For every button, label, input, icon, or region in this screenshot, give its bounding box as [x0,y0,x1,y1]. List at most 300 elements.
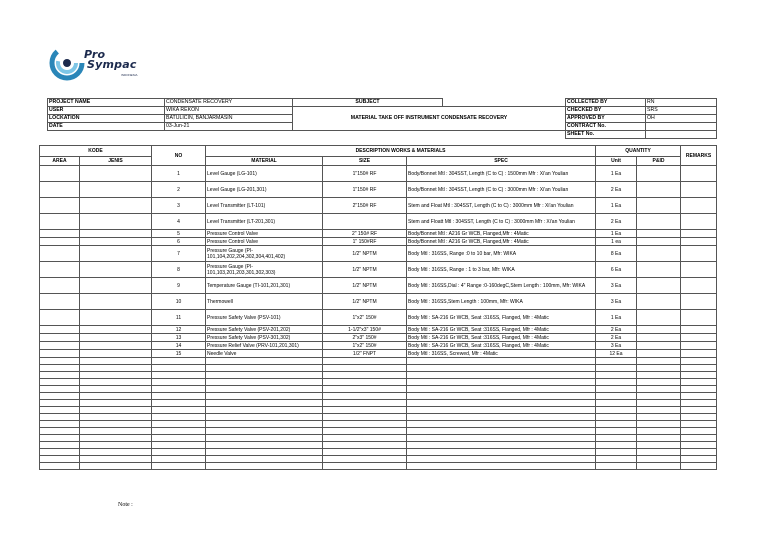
cell-material: Thermowell [206,294,323,310]
empty-cell [206,372,323,379]
empty-cell [596,400,637,407]
cell-pid [637,342,681,350]
empty-cell [637,386,681,393]
empty-cell [206,386,323,393]
empty-cell [681,400,717,407]
cell-remarks [681,182,717,198]
cell-unit: 3 Ea [596,342,637,350]
empty-cell [596,358,637,365]
empty-cell [206,379,323,386]
value-collected: RN [646,99,717,107]
cell-unit: 12 Ea [596,350,637,358]
label-user: USER [48,107,165,115]
empty-cell [323,372,407,379]
empty-cell [407,435,596,442]
cell-area [40,278,80,294]
cell-pid [637,246,681,262]
cell-jenis [80,246,152,262]
empty-cell [206,400,323,407]
col-jenis: JENIS [80,157,152,166]
cell-size: 1"x2" 150# [323,342,407,350]
empty-cell [596,456,637,463]
cell-unit: 1 Ea [596,166,637,182]
label-collected: COLLECTED BY [566,99,646,107]
label-project: PROJECT NAME [48,99,165,107]
cell-remarks [681,230,717,238]
cell-size: 1"150# RF [323,182,407,198]
cell-unit: 6 Ea [596,262,637,278]
cell-jenis [80,238,152,246]
empty-cell [80,393,152,400]
empty-row [40,379,717,386]
cell-spec: Body Mtl : 316SS, Screwed, Mfr : 4Matic [407,350,596,358]
empty-cell [80,372,152,379]
cell-unit: 2 Ea [596,214,637,230]
empty-row [40,358,717,365]
cell-jenis [80,294,152,310]
empty-cell [80,421,152,428]
cell-no: 1 [152,166,206,182]
label-date: DATE [48,123,165,131]
cell-remarks [681,198,717,214]
empty-cell [637,393,681,400]
logo-swirl-icon [48,44,88,84]
empty-cell [681,379,717,386]
cell-unit: 3 Ea [596,294,637,310]
empty-cell [681,414,717,421]
cell-no: 6 [152,238,206,246]
empty-cell [40,421,80,428]
table-row [40,342,717,350]
cell-size: 1"x2" 150# [323,310,407,326]
empty-cell [80,456,152,463]
table-row [40,198,717,214]
empty-cell [596,442,637,449]
table-row [40,230,717,238]
cell-pid [637,214,681,230]
cell-remarks [681,262,717,278]
empty-row [40,372,717,379]
value-date: 03-Jun-21 [165,123,293,131]
label-sheet: SHEET No. [566,131,646,139]
cell-size: 1/2" NPTM [323,246,407,262]
empty-cell [637,358,681,365]
cell-remarks [681,342,717,350]
cell-size: 1" 150#RF [323,238,407,246]
value-contract [646,123,717,131]
empty-cell [40,456,80,463]
empty-cell [152,456,206,463]
cell-spec: Body Mtl : 316SS,Dial : 4" Range :0-160degC,Stem Length : 100mm, Mfr: WIKA [407,278,596,294]
col-size: SIZE [323,157,407,166]
cell-jenis [80,278,152,294]
cell-unit: 1 Ea [596,230,637,238]
empty-cell [407,414,596,421]
empty-cell [596,386,637,393]
value-checked: SRS [646,107,717,115]
empty-cell [206,456,323,463]
empty-cell [40,386,80,393]
empty-cell [323,365,407,372]
value-user: WIKA REKON [165,107,293,115]
empty-cell [637,421,681,428]
empty-cell [323,456,407,463]
empty-cell [40,400,80,407]
empty-cell [596,449,637,456]
empty-cell [323,407,407,414]
cell-no: 4 [152,214,206,230]
empty-cell [637,449,681,456]
value-project: CONDENSATE RECOVERY [165,99,293,107]
empty-cell [596,379,637,386]
empty-cell [40,365,80,372]
cell-size [323,214,407,230]
cell-area [40,238,80,246]
cell-size: 2" 150# RF [323,230,407,238]
empty-cell [206,407,323,414]
cell-spec: Body Mtl : SA-216 Gr WCB, Seat :316SS, Flanged, Mfr : 4Matic [407,310,596,326]
cell-pid [637,262,681,278]
empty-cell [323,386,407,393]
cell-material: Temperature Gauge (TI-101,201,301) [206,278,323,294]
cell-size: 1/2" FNPT [323,350,407,358]
table-row [40,214,717,230]
col-quantity: QUANTITY [596,146,681,157]
empty-row [40,421,717,428]
empty-cell [152,407,206,414]
label-checked: CHECKED BY [566,107,646,115]
empty-cell [152,379,206,386]
cell-pid [637,326,681,334]
empty-cell [596,393,637,400]
empty-cell [681,449,717,456]
empty-cell [681,372,717,379]
table-row [40,310,717,326]
empty-cell [206,442,323,449]
empty-cell [637,442,681,449]
empty-cell [152,365,206,372]
empty-cell [323,442,407,449]
empty-row [40,456,717,463]
empty-cell [681,407,717,414]
empty-cell [596,407,637,414]
value-sheet [646,131,717,139]
cell-no: 15 [152,350,206,358]
cell-unit: 2 Ea [596,326,637,334]
empty-cell [40,393,80,400]
col-kode: KODE [40,146,152,157]
cell-area [40,350,80,358]
cell-jenis [80,326,152,334]
empty-cell [80,428,152,435]
empty-cell [152,449,206,456]
empty-cell [681,442,717,449]
cell-no: 11 [152,310,206,326]
cell-spec: Body/Bonnet Mtl : A216 Gr WCB, Flanged,Mfr : 4Matic [407,238,596,246]
empty-cell [681,386,717,393]
empty-cell [681,456,717,463]
cell-pid [637,334,681,342]
logo-wordmark: Pro Sympac [84,48,137,71]
empty-cell [80,365,152,372]
empty-cell [206,421,323,428]
empty-cell [206,365,323,372]
cell-unit: 8 Ea [596,246,637,262]
empty-cell [407,365,596,372]
empty-cell [152,393,206,400]
empty-cell [152,414,206,421]
empty-cell [681,428,717,435]
cell-spec: Body Mtl : SA-216 Gr WCB, Seat :316SS, Flanged, Mfr : 4Matic [407,342,596,350]
table-row [40,278,717,294]
col-unit: Unit [596,157,637,166]
empty-cell [80,400,152,407]
material-table [39,145,717,470]
table-row [40,246,717,262]
cell-pid [637,310,681,326]
empty-cell [596,414,637,421]
cell-area [40,198,80,214]
cell-size: 1"150# RF [323,166,407,182]
empty-cell [152,386,206,393]
empty-cell [596,435,637,442]
cell-pid [637,230,681,238]
cell-unit: 1 Ea [596,198,637,214]
company-logo [48,44,158,86]
empty-cell [80,435,152,442]
empty-cell [407,421,596,428]
cell-jenis [80,166,152,182]
cell-size: 1/2" NPTM [323,262,407,278]
cell-jenis [80,310,152,326]
col-material: MATERIAL [206,157,323,166]
cell-no: 10 [152,294,206,310]
cell-area [40,334,80,342]
empty-row [40,414,717,421]
empty-row [40,463,717,470]
cell-spec: Body/Bonnet Mtl : 304SST, Length (C to C) : 3000mm Mfr : Xi'an Youlian [407,182,596,198]
cell-spec: Body Mtl : SA-216 Gr WCB, Seat :316SS, Flanged, Mfr : 4Matic [407,326,596,334]
empty-cell [637,407,681,414]
empty-cell [407,428,596,435]
empty-cell [323,463,407,470]
label-approved: APPROVED BY [566,115,646,123]
cell-unit: 2 Ea [596,182,637,198]
table-row [40,182,717,198]
cell-pid [637,278,681,294]
cell-pid [637,182,681,198]
cell-material: Level Transmitter (LT-101) [206,198,323,214]
cell-jenis [80,214,152,230]
empty-cell [637,372,681,379]
empty-cell [323,428,407,435]
empty-cell [681,393,717,400]
empty-cell [40,428,80,435]
cell-pid [637,294,681,310]
empty-cell [152,435,206,442]
cell-remarks [681,294,717,310]
cell-spec: Body/Bonnet Mtl : 304SST, Length (C to C) : 1500mm Mfr : Xi'an Youlian [407,166,596,182]
cell-material: Pressure Relief Valve (PRV-101,201,301) [206,342,323,350]
empty-cell [323,379,407,386]
cell-area [40,326,80,334]
empty-cell [80,449,152,456]
empty-cell [152,372,206,379]
empty-cell [596,421,637,428]
cell-area [40,294,80,310]
empty-cell [323,414,407,421]
empty-cell [323,400,407,407]
empty-cell [152,358,206,365]
cell-spec: Body/Bonnet Mtl : A216 Gr WCB, Flanged,Mfr : 4Matic [407,230,596,238]
cell-area [40,214,80,230]
table-row [40,238,717,246]
empty-cell [596,428,637,435]
value-approved: OH [646,115,717,123]
empty-cell [407,386,596,393]
empty-cell [80,442,152,449]
cell-remarks [681,350,717,358]
empty-cell [637,435,681,442]
cell-area [40,230,80,238]
empty-cell [637,414,681,421]
empty-cell [80,379,152,386]
cell-jenis [80,342,152,350]
empty-cell [637,379,681,386]
cell-spec: Body Mtl : SA-216 Gr WCB, Seat :316SS, Flanged, Mfr : 4Matic [407,334,596,342]
empty-cell [323,421,407,428]
cell-remarks [681,166,717,182]
empty-cell [407,358,596,365]
cell-material: Pressure Safety Valve (PSV-201,202) [206,326,323,334]
cell-remarks [681,246,717,262]
cell-material: Pressure Gauge (PI-101,103,201,203,301,302,303) [206,262,323,278]
empty-cell [152,442,206,449]
col-description: DESCRIPTION WORKS & MATERIALS [206,146,596,157]
empty-cell [80,414,152,421]
empty-cell [206,463,323,470]
empty-cell [407,442,596,449]
empty-cell [206,435,323,442]
empty-cell [40,449,80,456]
cell-spec: Stem and Float Mtl : 304SST, Length (C to C) : 3000mm Mfr : Xi'an Youlian [407,198,596,214]
cell-spec: Stem and Floatt Mtl : 304SST, Length (C to C) : 3000mm Mfr : Xi'an Youlian [407,214,596,230]
empty-cell [323,358,407,365]
table-row [40,262,717,278]
empty-cell [407,456,596,463]
empty-cell [206,414,323,421]
cell-no: 14 [152,342,206,350]
empty-cell [407,372,596,379]
label-contract: CONTRACT No. [566,123,646,131]
cell-material: Level Gauge (LG-201,301) [206,182,323,198]
cell-jenis [80,334,152,342]
empty-cell [407,393,596,400]
empty-cell [407,379,596,386]
document-header [47,98,717,139]
cell-jenis [80,350,152,358]
empty-cell [407,449,596,456]
cell-no: 5 [152,230,206,238]
cell-pid [637,166,681,182]
empty-row [40,400,717,407]
empty-cell [40,407,80,414]
cell-no: 2 [152,182,206,198]
cell-size: 1/2" NPTM [323,278,407,294]
empty-cell [40,442,80,449]
cell-remarks [681,310,717,326]
empty-cell [596,365,637,372]
empty-cell [40,358,80,365]
cell-unit: 2 Ea [596,334,637,342]
empty-row [40,393,717,400]
empty-cell [80,407,152,414]
empty-cell [40,379,80,386]
subject-label: SUBJECT [293,99,443,107]
cell-spec: Body Mtl : 316SS,Stem Length : 100mm, Mfr: WIKA [407,294,596,310]
empty-cell [407,400,596,407]
cell-size: 1-1/2"x3" 150# [323,326,407,334]
empty-cell [152,428,206,435]
subject-value: MATERIAL TAKE OFF INSTRUMENT CONDENSATE RECOVERY [293,107,566,131]
cell-size: 1/2" NPTM [323,294,407,310]
empty-cell [80,463,152,470]
table-row [40,334,717,342]
empty-cell [681,365,717,372]
empty-row [40,449,717,456]
col-pid: P&ID [637,157,681,166]
cell-unit: 1 ea [596,238,637,246]
logo-tagline: INDONESIA [121,73,138,77]
cell-material: Pressure Safety Valve (PSV-101) [206,310,323,326]
table-row [40,350,717,358]
cell-area [40,166,80,182]
table-row [40,294,717,310]
empty-row [40,407,717,414]
cell-unit: 1 Ea [596,310,637,326]
empty-cell [206,449,323,456]
note-label: Note : [118,502,133,508]
empty-row [40,365,717,372]
cell-remarks [681,278,717,294]
empty-cell [40,414,80,421]
cell-area [40,182,80,198]
cell-area [40,310,80,326]
value-location: BATULICIN, BANJARMASIN [165,115,293,123]
cell-area [40,262,80,278]
empty-cell [637,463,681,470]
cell-area [40,246,80,262]
cell-unit: 3 Ea [596,278,637,294]
empty-cell [152,421,206,428]
cell-material: Level Gauge (LG-101) [206,166,323,182]
cell-jenis [80,262,152,278]
cell-pid [637,198,681,214]
empty-cell [637,428,681,435]
cell-no: 13 [152,334,206,342]
empty-cell [323,449,407,456]
cell-material: Needle Valve [206,350,323,358]
empty-cell [681,358,717,365]
cell-no: 8 [152,262,206,278]
empty-cell [40,372,80,379]
empty-row [40,442,717,449]
cell-spec: Body Mtl : 316SS, Range : 1 to 3 bar, Mfr: WIKA [407,262,596,278]
empty-cell [323,393,407,400]
cell-no: 3 [152,198,206,214]
cell-jenis [80,198,152,214]
empty-cell [206,358,323,365]
